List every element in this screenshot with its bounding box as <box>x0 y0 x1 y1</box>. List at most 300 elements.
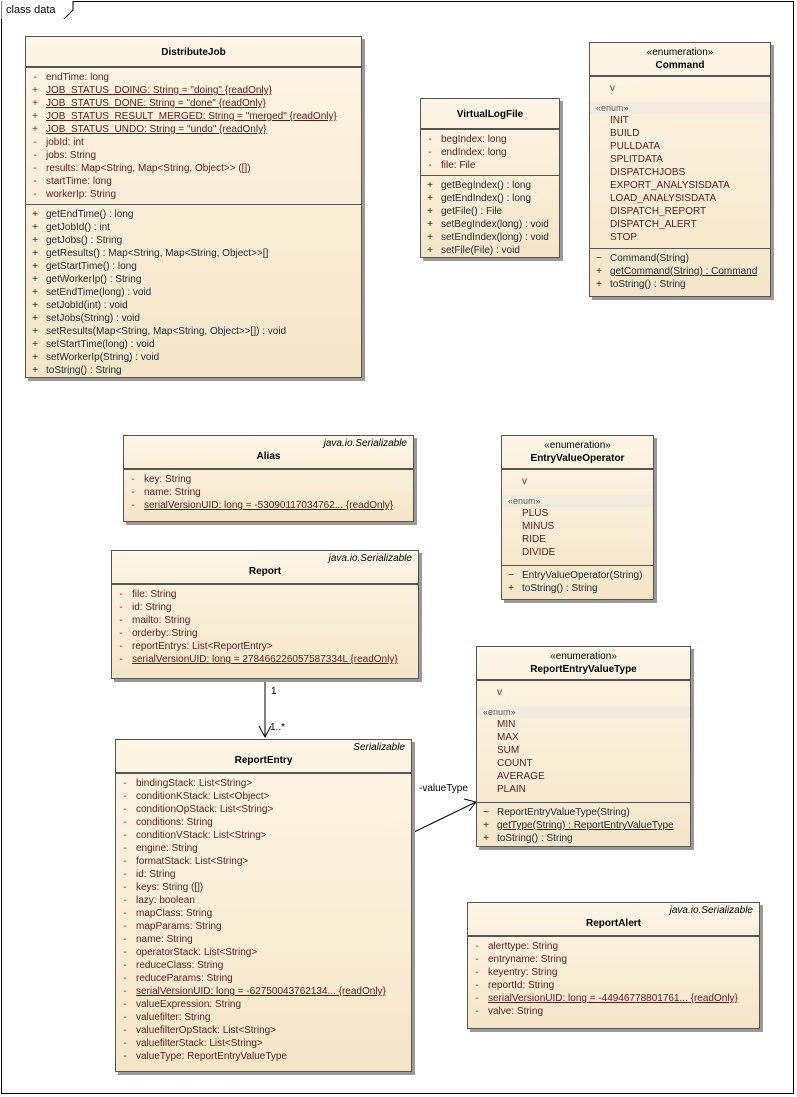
visibility-marker: - <box>119 654 123 665</box>
operation-signature: toString() : String <box>610 279 686 290</box>
literals-compartment <box>590 76 770 248</box>
enum-literal[interactable]: PULLDATA <box>610 141 661 152</box>
attribute-row[interactable] <box>116 881 411 894</box>
visibility-marker: + <box>427 206 433 217</box>
attribute-declaration: endIndex: long <box>441 147 507 158</box>
target-multiplicity: 1..* <box>270 722 286 733</box>
operation-row[interactable] <box>26 299 361 312</box>
visibility-marker: - <box>475 1006 479 1017</box>
visibility-marker: + <box>32 85 38 96</box>
attribute-declaration: conditionOpStack: List<String> <box>136 804 274 815</box>
operation-signature: toString() : String <box>46 365 122 376</box>
class-name: ReportEntryValueType <box>530 664 637 675</box>
attribute-declaration: workerIp: String <box>46 189 117 200</box>
visibility-marker: - <box>475 941 479 952</box>
attribute-row[interactable] <box>112 627 418 640</box>
operation-row[interactable] <box>477 832 690 845</box>
enum-label: «enum» <box>590 102 770 114</box>
attributes-compartment <box>26 67 361 204</box>
operation-signature: setJobs(String) : void <box>46 313 140 324</box>
attribute-declaration: mapClass: String <box>136 908 213 919</box>
attribute-row[interactable] <box>468 953 759 966</box>
attribute-row[interactable] <box>124 499 413 512</box>
association-entry-to-value-type <box>412 799 476 833</box>
attribute-declaration: JOB_STATUS_DOING: String = "doing" {readOnly} <box>46 85 272 96</box>
visibility-marker: - <box>123 1038 127 1049</box>
visibility-marker: - <box>33 176 37 187</box>
attribute-declaration: valuefilterStack: List<String> <box>136 1038 263 1049</box>
attribute-declaration: alerttype: String <box>488 941 559 952</box>
attribute-row[interactable] <box>421 146 559 159</box>
attribute-row[interactable] <box>116 777 411 790</box>
visibility-marker: - <box>123 856 127 867</box>
attribute-declaration: formatStack: List<String> <box>136 856 249 867</box>
visibility-marker: + <box>32 222 38 233</box>
attribute-row[interactable] <box>468 1005 759 1018</box>
attribute-declaration: serialVersionUID: long = -53090117034762... {readOnly} <box>144 500 394 511</box>
visibility-marker: - <box>119 589 123 600</box>
attribute-declaration: serialVersionUID: long = 278466226057587334L {readOnly} <box>132 654 398 665</box>
attribute-declaration: reportId: String <box>488 980 555 991</box>
operation-row[interactable] <box>26 364 361 377</box>
attribute-row[interactable] <box>116 907 411 920</box>
class-report[interactable] <box>111 550 419 679</box>
operation-signature: Command(String) <box>610 253 689 264</box>
visibility-marker: + <box>427 245 433 256</box>
operations-compartment <box>477 802 690 848</box>
visibility-marker: - <box>123 960 127 971</box>
visibility-marker: + <box>596 279 602 290</box>
visibility-marker: - <box>123 895 127 906</box>
stereotype: «enumeration» <box>544 440 611 451</box>
visibility-marker: - <box>33 163 37 174</box>
source-multiplicity: 1 <box>271 686 277 697</box>
operation-signature: setStartTime(long) : void <box>46 339 155 350</box>
attribute-declaration: name: String <box>144 487 201 498</box>
literals-compartment <box>502 469 653 565</box>
attribute-row[interactable] <box>116 1050 411 1063</box>
class-alias[interactable] <box>123 435 414 522</box>
attribute-declaration: file: File <box>441 160 476 171</box>
attribute-row[interactable] <box>116 946 411 959</box>
attribute-row[interactable] <box>468 940 759 953</box>
enum-v-label: v <box>610 83 615 94</box>
role-label: -valueType <box>419 783 468 794</box>
visibility-marker: + <box>32 287 38 298</box>
visibility-marker: - <box>119 602 123 613</box>
visibility-marker: - <box>475 954 479 965</box>
operations-compartment <box>590 248 770 294</box>
visibility-marker: - <box>475 993 479 1004</box>
attribute-declaration: valve: String <box>488 1006 544 1017</box>
visibility-marker: + <box>32 300 38 311</box>
attributes-compartment <box>468 936 759 1021</box>
visibility-marker: - <box>33 150 37 161</box>
attribute-declaration: JOB_STATUS_DONE: String = "done" {readOnly} <box>46 98 266 109</box>
attribute-row[interactable] <box>26 149 361 162</box>
operation-row[interactable] <box>477 806 690 819</box>
visibility-marker: - <box>123 778 127 789</box>
visibility-marker: + <box>32 313 38 324</box>
attribute-row[interactable] <box>26 188 361 201</box>
attribute-declaration: conditionVStack: List<String> <box>136 830 267 841</box>
enum-report-entry-value-type[interactable] <box>476 646 691 847</box>
enum-literal[interactable]: AVERAGE <box>497 771 545 782</box>
enum-literal[interactable]: PLUS <box>522 508 549 519</box>
attribute-declaration: jobId: int <box>46 137 84 148</box>
attribute-declaration: reduceParams: String <box>136 973 233 984</box>
visibility-marker: - <box>123 999 127 1010</box>
enum-literal[interactable]: DISPATCH_ALERT <box>610 219 697 230</box>
attribute-declaration: valuefilter: String <box>136 1012 211 1023</box>
enum-literal[interactable]: COUNT <box>497 758 533 769</box>
class-report-entry[interactable] <box>115 739 412 1072</box>
interface-label: java.io.Serializable <box>323 438 407 449</box>
visibility-marker: + <box>32 209 38 220</box>
operations-compartment <box>502 565 653 598</box>
attribute-row[interactable] <box>116 894 411 907</box>
attribute-declaration: endTime: long <box>46 72 109 83</box>
enum-literal[interactable]: DIVIDE <box>522 547 556 558</box>
operation-row[interactable] <box>26 351 361 364</box>
operation-signature: getCommand(String) : Command <box>610 266 758 277</box>
attribute-declaration: key: String <box>144 474 192 485</box>
attribute-declaration: mailto: String <box>132 615 191 626</box>
visibility-marker: - <box>428 147 432 158</box>
visibility-marker: - <box>33 72 37 83</box>
visibility-marker: - <box>123 843 127 854</box>
attribute-declaration: id: String <box>132 602 172 613</box>
attribute-declaration: valuefilterOpStack: List<String> <box>136 1025 277 1036</box>
attribute-row[interactable] <box>26 97 361 110</box>
attribute-row[interactable] <box>421 133 559 146</box>
operation-row[interactable] <box>26 273 361 286</box>
enum-label: «enum» <box>502 495 653 507</box>
operation-row[interactable] <box>26 221 361 234</box>
visibility-marker: - <box>428 160 432 171</box>
enum-literal[interactable]: STOP <box>610 232 638 243</box>
visibility-marker: - <box>123 869 127 880</box>
frame-title: class data <box>6 4 56 16</box>
operation-signature: getJobId() : int <box>46 222 110 233</box>
attribute-row[interactable] <box>116 790 411 803</box>
visibility-marker: - <box>123 986 127 997</box>
visibility-marker: + <box>32 365 38 376</box>
class-distribute-job[interactable] <box>25 36 362 378</box>
attribute-row[interactable] <box>116 933 411 946</box>
class-virtual-log-file[interactable] <box>420 98 560 258</box>
stereotype: «enumeration» <box>646 47 714 58</box>
visibility-marker: - <box>119 628 123 639</box>
attribute-row[interactable] <box>112 588 418 601</box>
operation-signature: setWorkerIp(String) : void <box>46 352 160 363</box>
operation-row[interactable] <box>421 179 559 192</box>
attribute-row[interactable] <box>116 985 411 998</box>
enum-literal[interactable]: SUM <box>497 745 520 756</box>
operation-row[interactable] <box>421 205 559 218</box>
visibility-marker: + <box>32 261 38 272</box>
enum-label: «enum» <box>477 706 690 718</box>
visibility-marker: + <box>508 583 514 594</box>
visibility-marker: + <box>427 180 433 191</box>
attribute-declaration: reportEntrys: List<ReportEntry> <box>132 641 273 652</box>
operation-signature: setFile(File) : void <box>441 245 520 256</box>
visibility-marker: - <box>119 615 123 626</box>
attributes-compartment <box>421 129 559 175</box>
class-name: ReportAlert <box>585 918 641 929</box>
operation-row[interactable] <box>26 234 361 247</box>
stereotype: «enumeration» <box>550 651 617 662</box>
class-name: ReportEntry <box>234 755 293 766</box>
visibility-marker: - <box>123 921 127 932</box>
class-name: Alias <box>256 451 281 462</box>
operation-signature: getStartTime() : long <box>46 261 137 272</box>
visibility-marker: - <box>123 817 127 828</box>
operation-signature: EntryValueOperator(String) <box>522 570 643 581</box>
enum-v-label: v <box>497 687 502 698</box>
attribute-declaration: name: String <box>136 934 193 945</box>
attribute-row[interactable] <box>116 959 411 972</box>
enum-literal[interactable]: MAX <box>497 732 519 743</box>
visibility-marker: - <box>131 474 135 485</box>
attribute-row[interactable] <box>116 1037 411 1050</box>
visibility-marker: + <box>427 232 433 243</box>
operation-signature: getFile() : File <box>441 206 503 217</box>
attribute-row[interactable] <box>468 979 759 992</box>
visibility-marker: - <box>123 1012 127 1023</box>
attribute-row[interactable] <box>26 175 361 188</box>
visibility-marker: - <box>119 641 123 652</box>
operation-row[interactable] <box>590 278 770 291</box>
attribute-declaration: JOB_STATUS_RESULT_MERGED: String = "merged" {readOnly} <box>46 111 337 122</box>
attribute-declaration: lazy: boolean <box>136 895 195 906</box>
attribute-declaration: serialVersionUID: long = -44946778801761... {readOnly} <box>488 993 738 1004</box>
attribute-declaration: mapParams: String <box>136 921 222 932</box>
attribute-declaration: engine: String <box>136 843 198 854</box>
attribute-row[interactable] <box>26 136 361 149</box>
visibility-marker: + <box>483 833 489 844</box>
visibility-marker: + <box>32 326 38 337</box>
visibility-marker: - <box>131 487 135 498</box>
attribute-row[interactable] <box>116 868 411 881</box>
operations-compartment <box>421 175 559 260</box>
class-name: EntryValueOperator <box>530 453 625 464</box>
visibility-marker: + <box>32 124 38 135</box>
attribute-row[interactable] <box>124 473 413 486</box>
attribute-declaration: id: String <box>136 869 176 880</box>
enum-literal[interactable]: DISPATCH_REPORT <box>610 206 707 217</box>
operation-signature: getEndTime() : long <box>46 209 134 220</box>
attribute-row[interactable] <box>26 110 361 123</box>
attribute-declaration: entryname: String <box>488 954 567 965</box>
interface-label: java.io.Serializable <box>669 905 753 916</box>
enum-v-label: v <box>522 476 527 487</box>
attribute-declaration: results: Map<String, Map<String, Object>> ([]) <box>46 163 251 174</box>
operation-row[interactable] <box>502 582 653 595</box>
visibility-marker: - <box>475 967 479 978</box>
attribute-row[interactable] <box>116 855 411 868</box>
attribute-row[interactable] <box>116 998 411 1011</box>
attribute-declaration: bindingStack: List<String> <box>136 778 253 789</box>
enum-literal[interactable]: MIN <box>497 719 516 730</box>
attribute-row[interactable] <box>26 71 361 84</box>
attribute-row[interactable] <box>116 1011 411 1024</box>
operation-signature: setResults(Map<String, Map<String, Object>>[]) : void <box>46 326 287 337</box>
visibility-marker: - <box>123 791 127 802</box>
operation-signature: setJobId(int) : void <box>46 300 128 311</box>
attribute-declaration: jobs: String <box>46 150 97 161</box>
visibility-marker: - <box>33 189 37 200</box>
attribute-row[interactable] <box>26 162 361 175</box>
operation-signature: ReportEntryValueType(String) <box>497 807 630 818</box>
attribute-row[interactable] <box>116 920 411 933</box>
attribute-declaration: conditions: String <box>136 817 213 828</box>
enum-literal[interactable]: RIDE <box>522 534 546 545</box>
enum-entry-value-operator[interactable] <box>501 435 654 600</box>
visibility-marker: + <box>32 274 38 285</box>
attribute-row[interactable] <box>26 123 361 136</box>
attributes-compartment <box>112 584 418 669</box>
visibility-marker: - <box>123 804 127 815</box>
visibility-marker: + <box>32 111 38 122</box>
operation-row[interactable] <box>26 247 361 260</box>
visibility-marker: ~ <box>483 807 489 818</box>
class-name: DistributeJob <box>161 47 226 58</box>
attribute-declaration: operatorStack: List<String> <box>136 947 258 958</box>
visibility-marker: - <box>33 137 37 148</box>
visibility-marker: + <box>32 339 38 350</box>
enum-literal[interactable]: EXPORT_ANALYSISDATA <box>610 180 730 191</box>
interface-label: Serializable <box>353 742 405 753</box>
visibility-marker: ~ <box>508 570 514 581</box>
visibility-marker: + <box>32 235 38 246</box>
class-name: Report <box>248 566 282 577</box>
operation-row[interactable] <box>421 192 559 205</box>
visibility-marker: - <box>123 882 127 893</box>
visibility-marker: - <box>475 980 479 991</box>
operation-signature: getType(String) : ReportEntryValueType <box>497 820 674 831</box>
attribute-row[interactable] <box>468 992 759 1005</box>
visibility-marker: - <box>131 500 135 511</box>
operation-signature: setEndIndex(long) : void <box>441 232 549 243</box>
class-report-alert[interactable] <box>467 902 760 1029</box>
operation-signature: toString() : String <box>497 833 573 844</box>
attributes-compartment <box>116 773 411 1066</box>
operation-signature: getEndIndex() : long <box>441 193 532 204</box>
operations-compartment <box>26 204 361 380</box>
visibility-marker: + <box>32 248 38 259</box>
attribute-declaration: begIndex: long <box>441 134 507 145</box>
operation-row[interactable] <box>26 325 361 338</box>
enum-literal[interactable]: MINUS <box>522 521 555 532</box>
attribute-row[interactable] <box>116 816 411 829</box>
operation-row[interactable] <box>26 208 361 221</box>
operation-row[interactable] <box>477 819 690 832</box>
visibility-marker: + <box>32 98 38 109</box>
attribute-declaration: JOB_STATUS_UNDO: String = "undo" {readOnly} <box>46 124 267 135</box>
operation-row[interactable] <box>26 286 361 299</box>
attribute-declaration: conditionKStack: List<Object> <box>136 791 270 802</box>
visibility-marker: - <box>123 973 127 984</box>
enum-literal[interactable]: DISPATCHJOBS <box>610 167 686 178</box>
operation-signature: getResults() : Map<String, Map<String, Object>>[] <box>46 248 269 259</box>
visibility-marker: + <box>596 266 602 277</box>
attribute-row[interactable] <box>112 653 418 666</box>
attribute-declaration: keys: String ([]) <box>136 882 204 893</box>
attribute-row[interactable] <box>124 486 413 499</box>
operation-row[interactable] <box>421 218 559 231</box>
operation-signature: getJobs() : String <box>46 235 123 246</box>
class-name: Command <box>655 60 705 71</box>
visibility-marker: - <box>123 947 127 958</box>
operation-signature: getWorkerIp() : String <box>46 274 142 285</box>
literals-compartment <box>477 680 690 802</box>
enum-literal[interactable]: BUILD <box>610 128 640 139</box>
attribute-declaration: serialVersionUID: long = -62750043762134... {readOnly} <box>136 986 386 997</box>
enum-literal[interactable]: SPLITDATA <box>610 154 663 165</box>
operation-row[interactable] <box>26 338 361 351</box>
visibility-marker: - <box>123 830 127 841</box>
attribute-row[interactable] <box>116 803 411 816</box>
enum-command[interactable] <box>589 42 771 297</box>
operation-signature: setEndTime(long) : void <box>46 287 152 298</box>
class-name: VirtualLogFile <box>456 109 524 120</box>
visibility-marker: + <box>427 219 433 230</box>
enum-literal[interactable]: INIT <box>610 115 629 126</box>
visibility-marker: + <box>483 820 489 831</box>
attribute-row[interactable] <box>116 842 411 855</box>
operation-row[interactable] <box>26 312 361 325</box>
attribute-declaration: startTime: long <box>46 176 112 187</box>
enum-literal[interactable]: PLAIN <box>497 784 526 795</box>
visibility-marker: ~ <box>596 253 602 264</box>
attribute-declaration: reduceClass: String <box>136 960 224 971</box>
attribute-row[interactable] <box>26 84 361 97</box>
attribute-row[interactable] <box>421 159 559 172</box>
attribute-row[interactable] <box>116 1024 411 1037</box>
visibility-marker: - <box>123 1025 127 1036</box>
attribute-row[interactable] <box>112 640 418 653</box>
attribute-row[interactable] <box>116 829 411 842</box>
visibility-marker: - <box>123 1051 127 1062</box>
operation-row[interactable] <box>502 569 653 582</box>
operation-row[interactable] <box>590 265 770 278</box>
attribute-row[interactable] <box>112 614 418 627</box>
visibility-marker: - <box>428 134 432 145</box>
operation-row[interactable] <box>421 244 559 257</box>
attributes-compartment <box>124 469 413 515</box>
attribute-declaration: valueExpression: String <box>136 999 242 1010</box>
operation-row[interactable] <box>26 260 361 273</box>
operation-signature: toString() : String <box>522 583 598 594</box>
interface-label: java.io.Serializable <box>328 553 412 564</box>
attribute-row[interactable] <box>116 972 411 985</box>
attribute-declaration: valueType: ReportEntryValueType <box>136 1051 288 1062</box>
visibility-marker: + <box>32 352 38 363</box>
attribute-declaration: file: String <box>132 589 177 600</box>
attribute-row[interactable] <box>112 601 418 614</box>
visibility-marker: + <box>427 193 433 204</box>
operation-row[interactable] <box>421 231 559 244</box>
visibility-marker: - <box>123 934 127 945</box>
operation-signature: setBegIndex(long) : void <box>441 219 549 230</box>
operation-row[interactable] <box>590 252 770 265</box>
enum-literal[interactable]: LOAD_ANALYSISDATA <box>610 193 717 204</box>
attribute-declaration: orderby: String <box>132 628 198 639</box>
visibility-marker: - <box>123 908 127 919</box>
operation-signature: getBegIndex() : long <box>441 180 532 191</box>
attribute-row[interactable] <box>468 966 759 979</box>
